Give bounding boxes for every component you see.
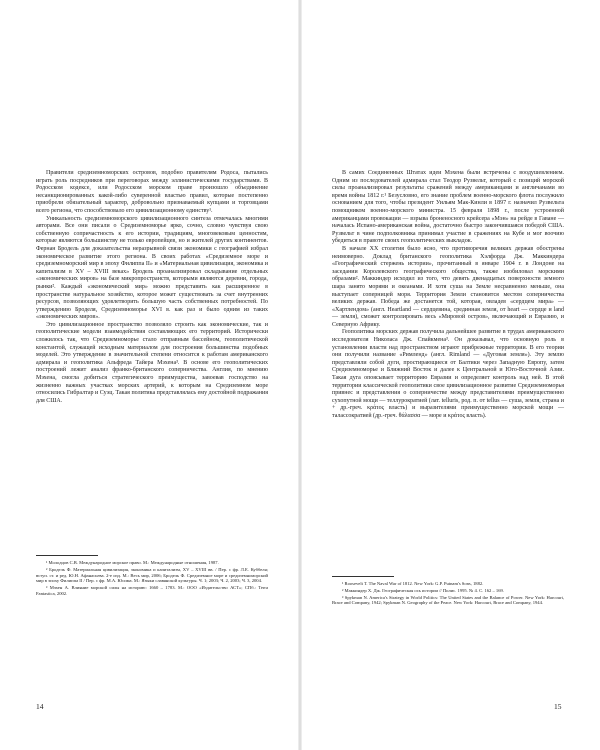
right-paragraph-1: В самих Соединенных Штатах идеи Мэхена были встречены с воодушевлением. Одним из последователей адмирала стал Теодор Рузвельт, который с позиций морской силы проанализировал результаты сражений между американцами и англичанами во время войны 1812 г.¹ Безусловно, его знание проблем военно-морского флота послужило основанием для того, чтобы президент Уильям Мак-Кинли в 1897 г. назначил Рузвельта помощником военно-морского министра. 15 февраля 1898 г., после устроенной американцами провокации — взрыва броненосного крейсера «Мэн» на рейде в Гаване — началась Испано-американская война, достаточно быстро закончившаяся победой США. Рузвельт в чине подполковника принимал участие в сражениях на Кубе и мог воочию убедиться в правоте своих геополитических выкладок. xyxy=(332,170,564,245)
left-paragraph-1: Правители средиземноморских островов, подобно правителям Родоса, пытались играть роль посредников при переговорах между эллинистическими государствами. В Родосском кодексе, или Родосском морском праве произошло объединение несанкционированных какой-либо суверенной властью правил, которые постепенно приобрели обязательный характер, добровольно признаваемый купцами и торговцами всего региона, что способствовало его цивилизационному единству¹. xyxy=(36,170,268,214)
right-paragraph-3: Геополитика морских держав получила дальнейшее развитие в трудах американского исследователя Николаса Дж. Спайкмена³. Он доказывал, что основную роль в установлении власти над пространством играют прибрежные территории. В его теории они получили название «Римленд» (англ. Rimland — «Дуговая земля»). Эту землю представляли собой дуги, простирающиеся от Балтики через Западную Европу, затем Средиземноморье и Ближний Восток и далее к Центральной и Юго-Восточной Азии. Такая дуга опоясывает территорию Евразии и определяет контроль над ней. В этой территории классической геополитики свое цивилизационное развитие Средиземноморья привнес и представления о соперничестве между представителями преимущественно сухопутной мощи — теллурократией (лат. telluris, род. п. от tellus — суша, земля, страна и + др.-греч. κράτος власть) и выразителями преимущественно морской мощи — талассократией (др.-греч. θάλασσα — море и κράτος власть). xyxy=(332,329,564,419)
right-page-number: 15 xyxy=(554,702,562,711)
left-footnote-2: ² Бродель Ф. Материальная цивилизация, экономика и капитализм, XV – XVIII вв. / Пер. с фр. Л.Е. Куббеля; вступ. ст. и ред. Ю.Н. Афанасьева. 2-е изд. М.: Весь мир, 2006; Бродель Ф. Средиземное море и средиземноморский мир в эпоху Филиппа II / Пер. с фр. М.А. Юсима. М.: Языки славянской культуры. Ч. 1; 2003; Ч. 2, 2003; Ч. 3, 2004. xyxy=(36,566,268,584)
right-body-text xyxy=(332,170,564,421)
right-footnotes xyxy=(332,576,564,607)
left-page-number: 14 xyxy=(36,702,44,711)
left-footnote-3: ³ Мэхен А. Влияние морской силы на историю: 1660 – 1783. М.: ООО «Издательство АСТ»; СПб.: Terra Fantastica, 2002. xyxy=(36,585,268,596)
left-paragraph-3: Это цивилизационное пространство позволяло строить как экономические, так и геополитические модели взаимодействия составляющих его территорий. Исторически сложилось так, что Средиземноморье стало отправным бассейном, геополитической константой, служащей исходным материалом для построения большинства подобных моделей. Это утверждение в значительной степени относится к работам американского адмирала и геополитика Альфреда Тайера Мэхена³. В основе его геополитических построений лежит анализ франко-британского соперничества. Англия, по мнению Мэхена, смогла добиться стратегического преимущества, завоевав господство на жизненно важных участках морских артерий, к которым на Средиземном море относились Гибралтар и Суэц. Такая политика представлялась ему достойной подражания для США. xyxy=(36,321,268,404)
right-paragraph-2: В начале XX столетия было ясно, что противоречия великих держав обострены неимоверно. Доклад британского геополитика Хэлфорда Дж. Маккиндера «Географический стержень истории», прочитанный в январе 1904 г. в Лондоне на заседании Королевского географического общества, также изобиловал морскими образами². Маккиндер исходил из того, что девять двенадцатых поверхности земного шара занято морями и океанами. И хотя суша на Земле несравненно меньше, она выступает соперницей моря. Территория Земли становится местом соперничества великих держав. Победа же достанется той, которая, овладев «сердцем мира» — «Хартлендом» (англ. Heartland — сердцевина, срединная земля, от heart — сердце и land — земля), сможет контролировать весь «Мировой остров», включающий и Евразию, и Северную Африку. xyxy=(332,245,564,328)
footnote-rule xyxy=(332,576,394,577)
left-footnotes xyxy=(36,555,268,598)
right-footnote-1: ¹ Roosevelt T. The Naval War of 1812. New York: G.P. Putnam's Sons, 1882. xyxy=(342,581,484,586)
left-footnote-1: ¹ Молодцов С.В. Международное морское право. М.: Международные отношения, 1987. xyxy=(46,560,219,565)
right-page xyxy=(300,0,600,750)
right-footnote-3: ³ Spykman N. America's Strategy in World Politics: The United States and the Balance of Power. New York: Harcourt, Brace and Company, 1942; Spykman N. Geography of the Peace. New York: Harcourt, Brace and Company, 1944. xyxy=(332,594,564,606)
left-paragraph-2: Уникальность средиземноморского цивилизационного синтеза отмечалась многими авторами. Все они писали о Средиземноморье ярко, сочно, словно чувствуя свою собственную сопричастность к его истории, традициям, многовековым ценностям, которые являются большинству не только европейцев, но и жителей других континентов. Фернан Бродель для доказательства неразрывной связи экономики с географией избрал экономическое развитие этого региона. В своих работах «Средиземное море и средиземноморский мир в эпоху Филиппа II» и «Материальная цивилизация, экономика и капитализм в XV – XVIII веках» Бродель проанализировал складывание отдельных «экономических миров» на базе микропространств, которыми являются деревни, города, рынки². Каждый «экономический мир» можно представить как расширенное в пространстве натуральное хозяйство, которое может существовать за счет внутренних ресурсов, позволяющих удовлетворить большую часть собственных потребностей. По утверждению Броделя, Средиземноморье XVI в. как раз и было одним из таких «экономических миров». xyxy=(36,215,268,321)
right-footnote-2: ² Маккиндер Х. Дж. Географическая ось истории // Полис. 1995. № 4. С. 162 – 169. xyxy=(342,587,504,593)
left-body-text xyxy=(36,170,268,405)
footnote-rule xyxy=(36,555,98,556)
